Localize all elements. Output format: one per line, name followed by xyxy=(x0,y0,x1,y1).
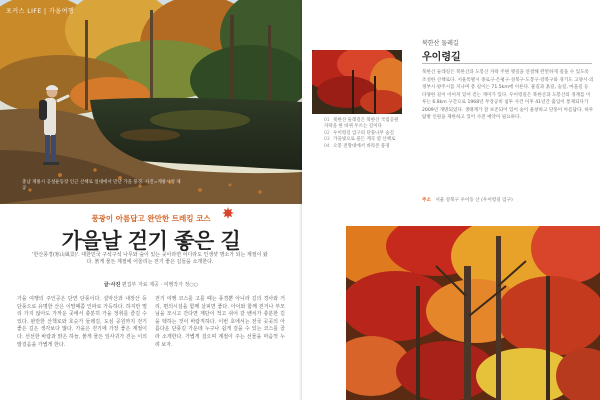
list-item xyxy=(324,118,404,131)
list-item-text: 북한산 둘레길은 북한산 국립공원 자락을 한 바퀴 두르는 길이다 xyxy=(324,118,399,130)
trail-subtitle: 북한산 둘레길 xyxy=(422,40,459,47)
headline: 가을날 걷기 좋은 길 xyxy=(61,228,241,253)
list-item-number: 01 xyxy=(324,118,330,123)
body-column-2: 걷기 여행 코스를 고를 때는 풍경뿐 아니라 길의 경사와 거리, 편의시설을 함께 살피면 좋다. 아이와 함께 걷거나 부모님을 모시고 간다면 계단이 적고 쉬어 갈 벤치가 충분한 길을 택하는 것이 바람직하다. 이번 호에서는 전국 곳곳의 아름다운 단풍길 가운데 누구나 쉽게 걸을 수 있는 코스를 골라 소개한다. 가볍게 걸으며 계절이 주는 선물을 마음껏 누려 보자. xyxy=(155,296,285,348)
list-item-text: 가을빛으로 물든 계곡 옆 산책로 xyxy=(333,137,396,143)
trail-address xyxy=(422,197,513,203)
section-label: 포커스 LIFE | 가을여행 xyxy=(6,8,75,15)
list-item-number: 02 xyxy=(324,130,330,136)
trail-body: 북한산 둘레길은 북한산과 도봉산 자락 주변 옛길을 연결해 완만하게 걸을 수 있도록 조성한 산책로다. 서울특별시 종로구·은평구·성북구·도봉구·강북구와 경기도 고양시·의정부시·양주시를 지나며 총 길이는 71.5km에 이른다. 물길과 흙길, 숲길, 마을길 등 다양한 길이 이어져 있어 걷는 재미가 있다. 우이령길은 북한산과 도봉산의 경계를 이루는 6.8km 구간으로 1968년 무장공비 침투 사건 이후 41년간 출입이 통제되다가 2009년 개방되었다. 생태계가 잘 보존되어 있어 숲이 울창하고 단풍이 아름답다. 하루 탐방 인원을 제한하고 있어 사전 예약이 필요하다. xyxy=(422,70,594,120)
byline-rest: 편집부 자료 제공 · 여행작가 정○○ xyxy=(121,282,199,288)
list-item-text: 우이령길 입구의 단풍나무 숲길 xyxy=(333,130,394,136)
list-item-text: 오봉 전망대에서 바라본 풍경 xyxy=(333,143,390,149)
hero-caption: 충남 계룡시 공설운동장 인근 산책로 일대에서 만난 가을 풍경. 사진=계룡시청 제공 xyxy=(22,180,181,191)
list-item-number: 04 xyxy=(324,143,330,149)
address-value: 서울 강북구 우이동 산 (우이령길 입구) xyxy=(435,198,513,203)
trail-title: 우이령길 xyxy=(422,52,461,63)
byline xyxy=(0,281,302,288)
kicker: 풍광이 아름답고 완만한 트레킹 코스 xyxy=(91,214,211,223)
divider xyxy=(422,63,592,64)
list-item-number: 03 xyxy=(324,137,330,143)
hero-photo-illustration xyxy=(0,0,302,204)
maple-leaf-icon xyxy=(222,207,234,219)
photo-red-maple xyxy=(312,50,402,114)
address-label: 주소 xyxy=(422,198,431,203)
photo-red-maple-illustration xyxy=(312,50,402,114)
lead-paragraph: '한산풍경(寒山風景)'. 대한민국 구석구석 나무와 숲이 있는 곳이라면 어디라도 인생샷 명소가 되는 계절이 왔다. 붉게 물든 계절에 어울리는 걷기 좋은 길들을 소개한다. xyxy=(32,252,268,265)
photo-captions-list xyxy=(324,118,404,150)
photo-autumn-canopy-illustration xyxy=(346,226,600,400)
byline-prefix: 글·사진 xyxy=(103,282,121,288)
right-page xyxy=(302,0,600,400)
hero-photo-autumn-forest xyxy=(0,0,302,204)
list-item xyxy=(324,144,404,150)
body-column-1: 가을 여행의 주인공은 단연 단풍이다. 설악산과 내장산 등 단풍으로 유명한 산은 이맘때쯤 인파로 가득하다. 하지만 멀리 가지 않아도 가까운 곳에서 충분히 가을 정취를 즐길 수 있다. 완만한 산책로와 호숫가 둘레길, 도심 공원까지 걷기 좋은 길은 생각보다 많다. 가을은 걷기에 가장 좋은 계절이다. 선선한 바람과 맑은 하늘, 붉게 물든 잎사귀가 걷는 이의 발걸음을 가볍게 한다. xyxy=(17,296,147,348)
photo-autumn-canopy xyxy=(346,226,600,400)
